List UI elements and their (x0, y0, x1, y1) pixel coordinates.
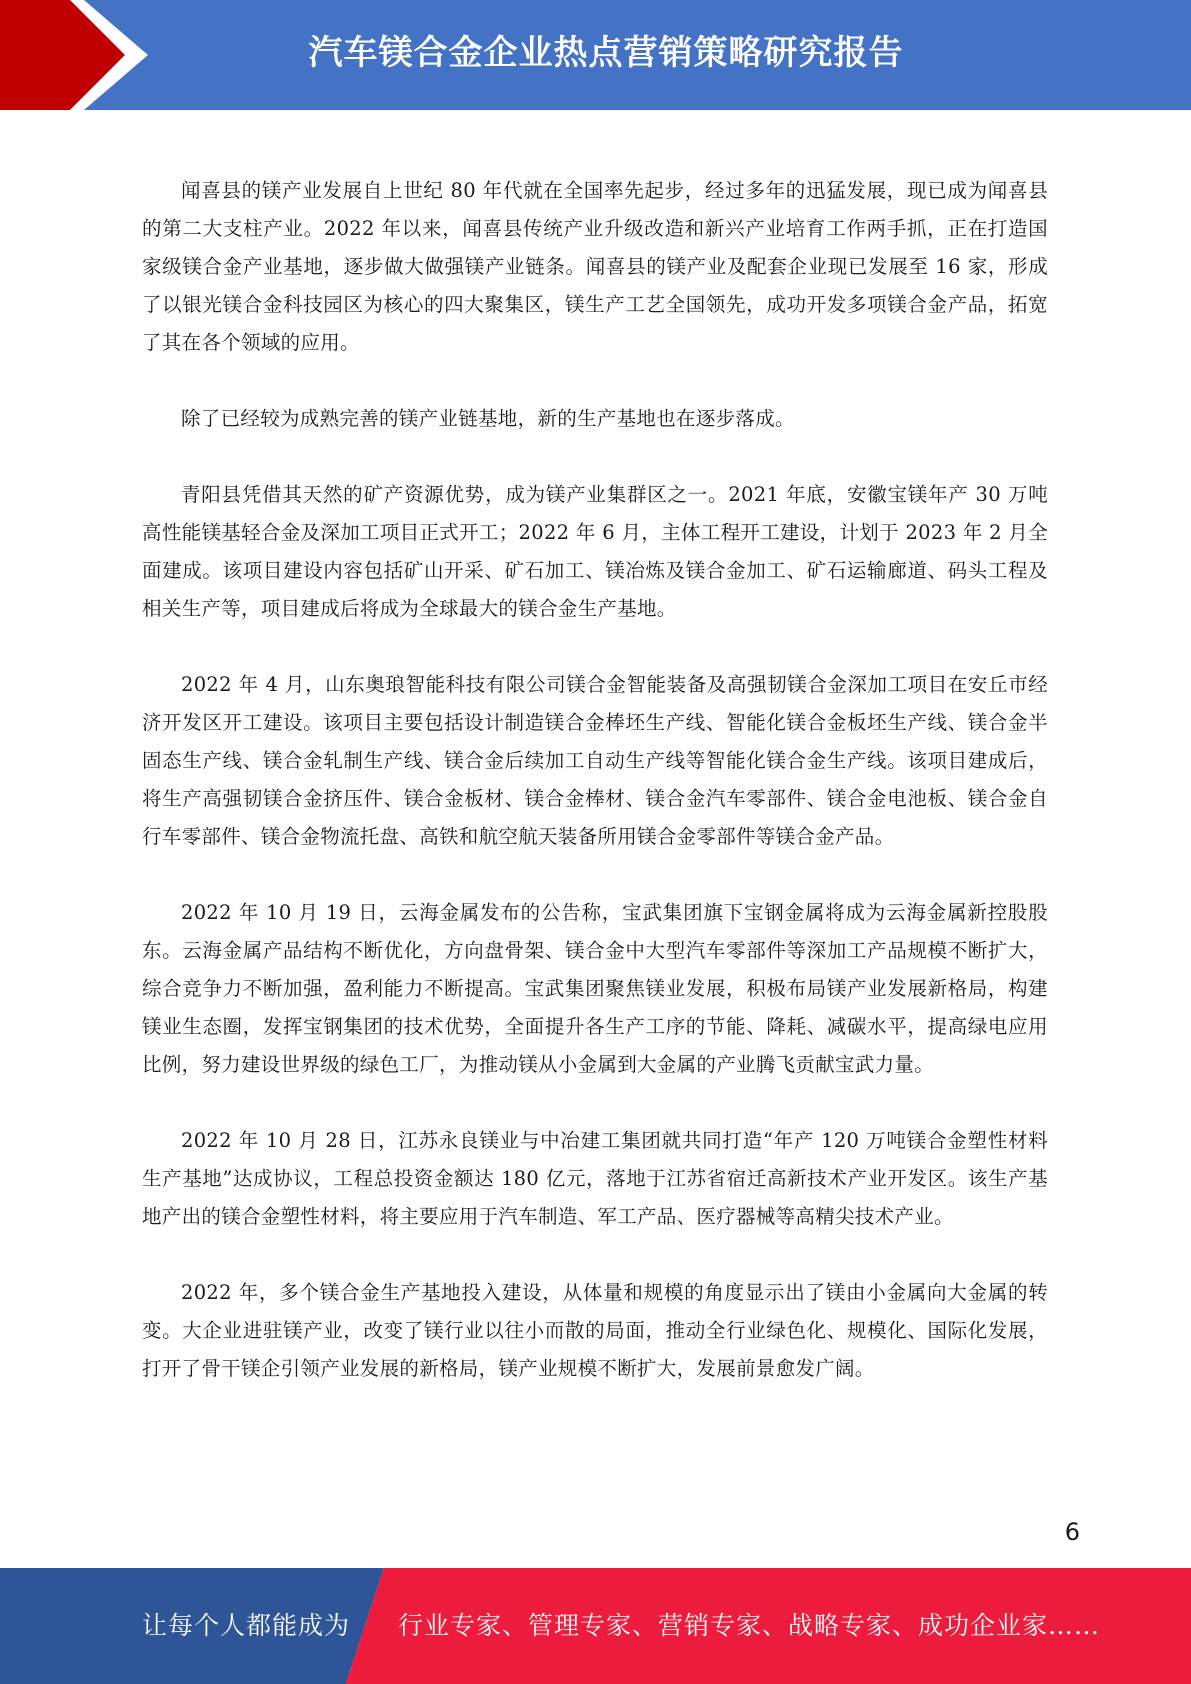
page-header (0, 0, 1191, 110)
page-footer (0, 1568, 1191, 1684)
paragraph-new-bases: 除了已经较为成熟完善的镁产业链基地，新的生产基地也在逐步落成。 (181, 407, 795, 430)
paragraph-yunhai-metal: 2022 年 10 月 19 日，云海金属发布的公告称，宝武集团旗下宝钢金属将成为云海金属新控股股东。云海金属产品结构不断优化，方向盘骨架、镁合金中大型汽车零部件等深加工产品规模不断扩大，综合竞争力不断加强，盈利能力不断提高。宝武集团聚焦镁业发展，积极布局镁产业发展新格局，构建镁业生态圈，发挥宝钢集团的技术优势，全面提升各生产工序的节能、降耗、减碳水平，提高绿电应用比例，努力建设世界级的绿色工厂，为推动镁从小金属到大金属的产业腾飞贡献宝武力量。 (142, 901, 1048, 1076)
paragraph-wenxi: 闻喜县的镁产业发展自上世纪 80 年代就在全国率先起步，经过多年的迅猛发展，现已成为闻喜县的第二大支柱产业。2022 年以来，闻喜县传统产业升级改造和新兴产业培育工作两手抓，正在打造国家级镁合金产业基地，逐步做大做强镁产业链条。闻喜县的镁产业及配套企业现已发展至 16 家，形成了以银光镁合金科技园区为核心的四大聚集区，镁生产工艺全国领先，成功开发多项镁合金产品，拓宽了其在各个领域的应用。 (142, 179, 1048, 354)
document-body (142, 172, 1048, 1426)
paragraph-qingyang: 青阳县凭借其天然的矿产资源优势，成为镁产业集群区之一。2021 年底，安徽宝镁年产 30 万吨高性能镁基轻合金及深加工项目正式开工；2022 年 6 月，主体工程开工建设，计划于 2023 年 2 月全面建成。该项目建设内容包括矿山开采、矿石加工、镁冶炼及镁合金加工、矿石运输廊道、码头工程及相关生产等，项目建成后将成为全球最大的镁合金生产基地。 (142, 483, 1048, 620)
paragraph-summary-2022: 2022 年，多个镁合金生产基地投入建设，从体量和规模的角度显示出了镁由小金属向大金属的转变。大企业进驻镁产业，改变了镁行业以往小而散的局面，推动全行业绿色化、规模化、国际化发展，打开了骨干镁企引领产业发展的新格局，镁产业规模不断扩大，发展前景愈发广阔。 (142, 1281, 1048, 1380)
page-number: 6 (1064, 1518, 1080, 1546)
report-title: 汽车镁合金企业热点营销策略研究报告 (308, 33, 904, 73)
paragraph-shandong-aolang: 2022 年 4 月，山东奥琅智能科技有限公司镁合金智能装备及高强韧镁合金深加工项目在安丘市经济开发区开工建设。该项目主要包括设计制造镁合金棒坯生产线、智能化镁合金板坯生产线、镁合金半固态生产线、镁合金轧制生产线、镁合金后续加工自动生产线等智能化镁合金生产线。该项目建成后，将生产高强韧镁合金挤压件、镁合金板材、镁合金棒材、镁合金汽车零部件、镁合金电池板、镁合金自行车零部件、镁合金物流托盘、高铁和航空航天装备所用镁合金零部件等镁合金产品。 (142, 673, 1048, 848)
paragraph-jiangsu-yongliang: 2022 年 10 月 28 日，江苏永良镁业与中冶建工集团就共同打造“年产 120 万吨镁合金塑性材料生产基地”达成协议，工程总投资金额达 180 亿元，落地于江苏省宿迁高新技术产业开发区。该生产基地产出的镁合金塑性材料，将主要应用于汽车制造、军工产品、医疗器械等高精尖技术产业。 (142, 1129, 1048, 1228)
footer-slogan-left: 让每个人都能成为 (142, 1611, 351, 1640)
footer-slogan-right: 行业专家、管理专家、营销专家、战略专家、成功企业家…… (398, 1611, 1101, 1640)
